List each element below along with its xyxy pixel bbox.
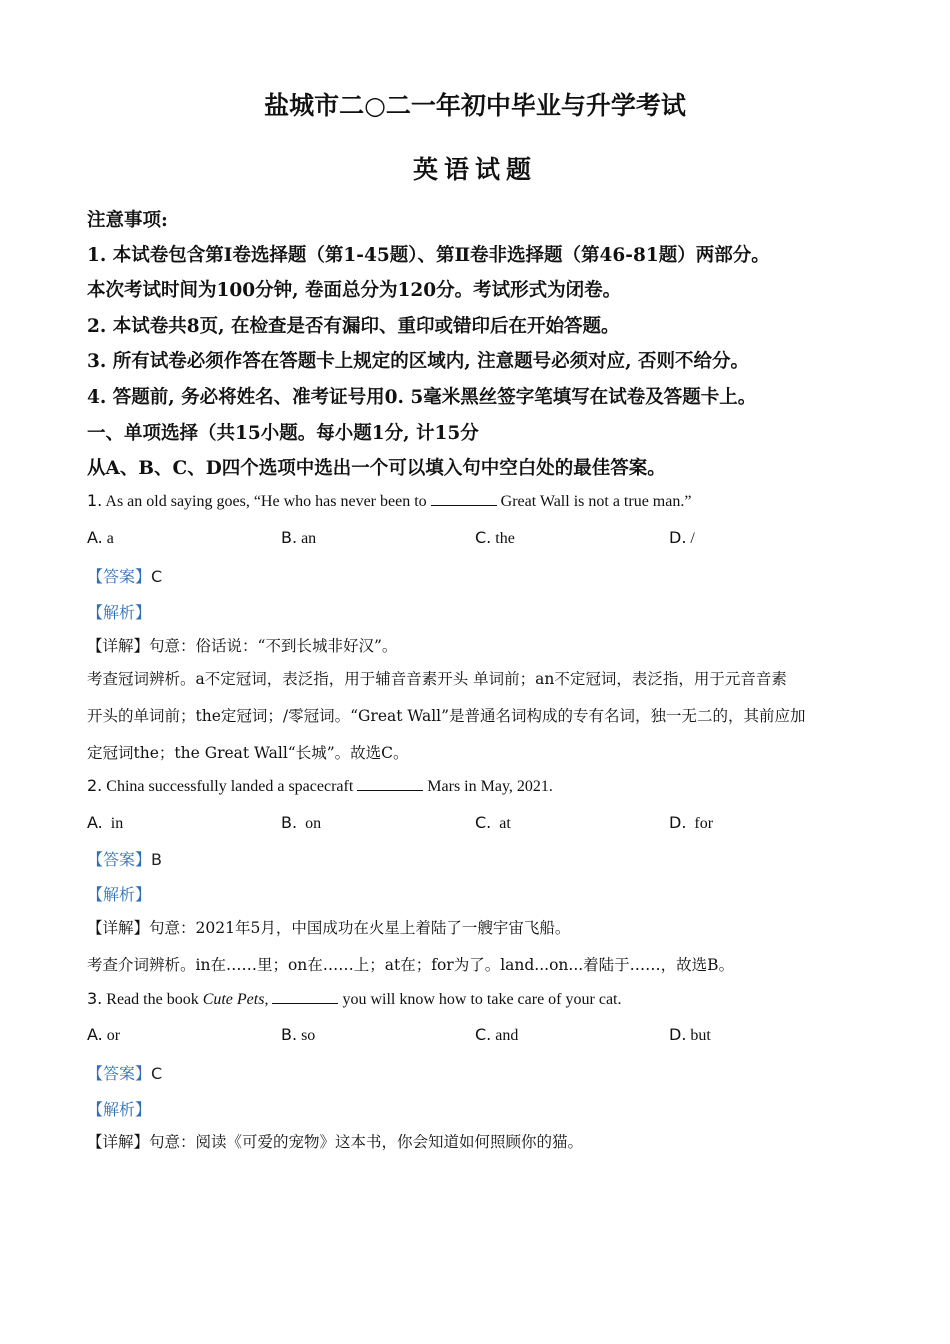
answer-label: 【答案】	[87, 1064, 152, 1083]
option-b: B. on	[281, 813, 322, 832]
analysis-label: 【解析】	[87, 1100, 152, 1119]
section-instruction: 从A、B、C、D四个选项中选出一个可以填入句中空白处的最佳答案。	[87, 458, 666, 479]
analysis-label: 【解析】	[87, 885, 152, 904]
answer-value: C	[151, 1064, 163, 1083]
option-c: C. and	[475, 1025, 519, 1044]
answer-line	[87, 564, 162, 587]
option-a: A. a	[87, 528, 114, 547]
detail-line: 【详解】句意：俗话说：“不到长城非好汉”。	[87, 637, 398, 655]
question-number: 3.	[87, 989, 103, 1008]
question-3-stem: 3. Read the book Cute Pets, you will know how to take care of your cat.	[87, 989, 622, 1008]
answer-label: 【答案】	[87, 850, 152, 869]
question-1-stem	[87, 491, 691, 511]
notice-item: 4. 答题前, 务必将姓名、准考证号用0. 5毫米黑丝签字笔填写在试卷及答题卡上。	[87, 387, 757, 408]
question-text: China successfully landed a spacecraft	[106, 778, 358, 795]
detail-line: 【详解】句意：阅读《可爱的宠物》这本书，你会知道如何照顾你的猫。	[87, 1133, 584, 1151]
explanation-line: 定冠词the；the Great Wall“长城”。故选C。	[87, 744, 409, 762]
notice-item: 1. 本试卷包含第Ⅰ卷选择题（第1-45题）、第Ⅱ卷非选择题（第46-81题）两部分。	[87, 245, 770, 266]
explanation-line: 考查冠词辨析。a不定冠词，表泛指，用于辅音音素开头 单词前；an不定冠词，表泛指，用于元音音素	[87, 670, 787, 688]
notice-item: 3. 所有试卷必须作答在答题卡上规定的区域内, 注意题号必须对应, 否则不给分。	[87, 351, 750, 372]
analysis-label: 【解析】	[87, 603, 152, 622]
section-title: 一、单项选择（共15小题。每小题1分, 计15分	[87, 423, 479, 444]
answer-blank	[357, 778, 423, 791]
option-c: C. at	[475, 813, 511, 832]
detail-line: 【详解】句意：2021年5月，中国成功在火星上着陆了一艘宇宙飞船。	[87, 919, 571, 937]
option-b: B. so	[281, 1025, 316, 1044]
question-text: Mars in May, 2021.	[423, 778, 553, 795]
option-d: D. for	[669, 813, 714, 832]
answer-line	[87, 1061, 162, 1084]
option-d: D. but	[669, 1025, 711, 1044]
option-c: C. the	[475, 528, 515, 547]
option-a: A. or	[87, 1025, 121, 1044]
answer-blank	[272, 991, 338, 1004]
answer-value: B	[151, 850, 162, 869]
answer-line	[87, 847, 162, 870]
explanation-line: 考查介词辨析。in在……里；on在……上；at在；for为了。land...on...着陆于……，故选B。	[87, 956, 735, 974]
question-2-stem	[87, 776, 553, 796]
question-text: you will know how to take care of your cat.	[338, 991, 622, 1008]
answer-blank	[431, 493, 497, 506]
book-title: Cute Pets	[202, 991, 265, 1008]
exam-subtitle: 英语试题	[412, 155, 537, 184]
question-number: 1.	[87, 491, 103, 510]
question-number: 2.	[87, 776, 103, 795]
question-text: Great Wall is not a true man.”	[496, 493, 692, 510]
explanation-line: 开头的单词前；the定冠词；/零冠词。“Great Wall”是普通名词构成的专有名词，独一无二的，其前应加	[87, 707, 806, 725]
exam-title: 盐城市二○二一年初中毕业与升学考试	[264, 91, 686, 120]
question-text: Read the book	[106, 991, 203, 1008]
notice-heading: 注意事项:	[87, 210, 168, 231]
option-b: B. an	[281, 528, 317, 547]
answer-label: 【答案】	[87, 567, 152, 586]
option-a: A. in	[87, 813, 124, 832]
question-text: As an old saying goes, “He who has never been to	[105, 493, 431, 510]
notice-item: 2. 本试卷共8页, 在检查是否有漏印、重印或错印后在开始答题。	[87, 316, 620, 337]
option-d: D. /	[669, 528, 695, 547]
answer-value: C	[151, 567, 163, 586]
notice-item: 本次考试时间为100分钟, 卷面总分为120分。考试形式为闭卷。	[87, 280, 622, 301]
